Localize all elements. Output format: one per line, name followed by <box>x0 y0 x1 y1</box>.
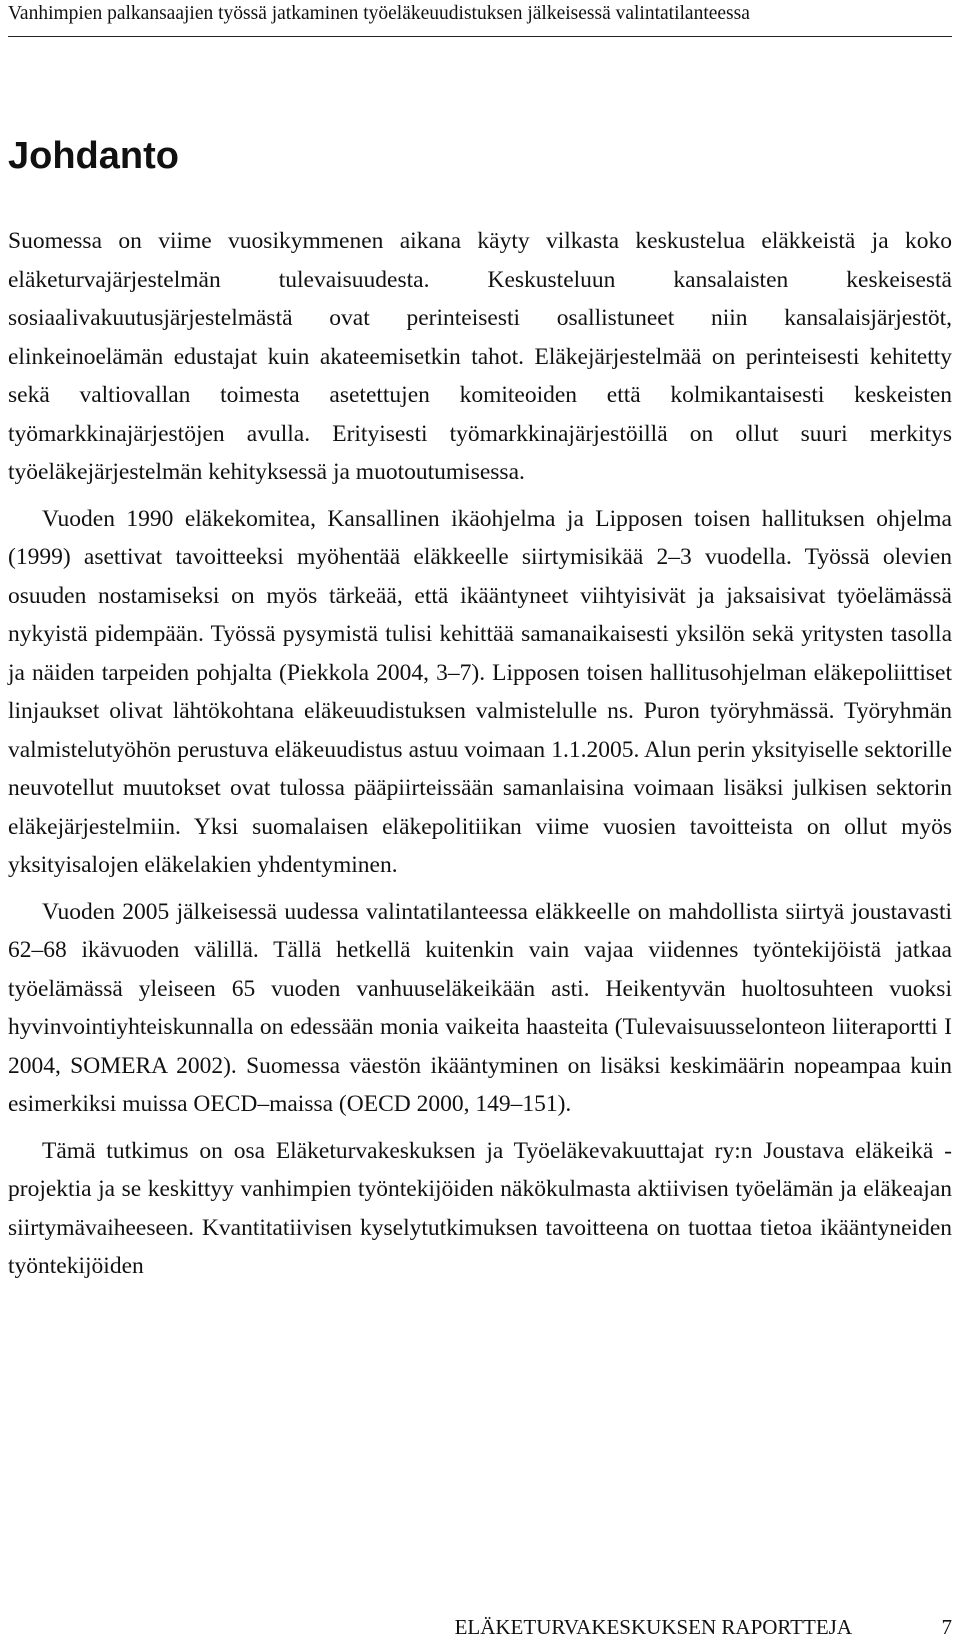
running-header: Vanhimpien palkansaajien työssä jatkaminen työeläkeuudistuksen jälkeisessä valintatilanteessa <box>8 3 750 24</box>
paragraph-2: Vuoden 1990 eläkekomitea, Kansallinen ikäohjelma ja Lipposen toisen hallituksen ohjelma (1999) asettivat tavoitteeksi myöhentää eläkkeelle siirtymisikää 2–3 vuodella. Työssä olevien osuuden nostamiseksi on myös tärkeää, että ikääntyneet viihtyisivät ja jaksaisivat työelämässä nykyistä pidempään. Työssä pysymistä tulisi kehittää samanaikaisesti yksilön sekä yritysten tasolla ja näiden tarpeiden pohjalta (Piekkola 2004, 3–7). Lipposen toisen hallitusohjelman eläkepoliittiset linjaukset olivat lähtökohtana eläkeuudistuksen valmistelulle ns. Puron työryhmässä. Työryhmän valmistelutyöhön perustuva eläkeuudistus astuu voimaan 1.1.2005. Alun perin yksityiselle sektorille neuvotellut muutokset ovat tulossa pääpiirteissään samanlaisina voimaan lisäksi julkisen sektorin eläkejärjestelmiin. Yksi suomalaisen eläkepolitiikan viime vuosien tavoitteista on ollut myös yksityisalojen eläkelakien yhdentyminen. <box>8 505 952 878</box>
body-text <box>8 222 952 1294</box>
paragraph-4: Tämä tutkimus on osa Eläketurvakeskuksen ja Työeläkevakuuttajat ry:n Joustava eläkeikä -projektia ja se keskittyy vanhimpien työntekijöiden näkökulmasta aktiivisen työelämän ja eläkeajan siirtymävaiheeseen. Kvantitatiivisen kyselytutkimuksen tavoitteena on tuottaa tietoa ikääntyneiden työntekijöiden <box>8 1137 952 1279</box>
header-divider <box>8 36 952 37</box>
footer-publication-title: ELÄKETURVAKESKUKSEN RAPORTTEJA <box>454 1615 852 1639</box>
page-number: 7 <box>941 1615 952 1639</box>
chapter-title: Johdanto <box>8 135 179 177</box>
paragraph-3: Vuoden 2005 jälkeisessä uudessa valintatilanteessa eläkkeelle on mahdollista siirtyä joustavasti 62–68 ikävuoden välillä. Tällä hetkellä kuitenkin vain vajaa viidennes työntekijöistä jatkaa työelämässä yleiseen 65 vuoden vanhuuseläkeikään asti. Heikentyvän huoltosuhteen vuoksi hyvinvointiyhteiskunnalla on edessään monia vaikeita haasteita (Tulevaisuusselonteon liiteraportti I 2004, SOMERA 2002). Suomessa väestön ikääntyminen on lisäksi keskimäärin nopeampaa kuin esimerkiksi muissa OECD–maissa (OECD 2000, 149–151). <box>8 898 952 1117</box>
paragraph-1: Suomessa on viime vuosikymmenen aikana käyty vilkasta keskustelua eläkkeistä ja koko eläketurvajärjestelmän tulevaisuudesta. Keskusteluun kansalaisten keskeisestä sosiaalivakuutusjärjestelmästä ovat perinteisesti osallistuneet niin kansalaisjärjestöt, elinkeinoelämän edustajat kuin akateemisetkin tahot. Eläkejärjestelmää on perinteisesti kehitetty sekä valtiovallan toimesta asetettujen komiteoiden että kolmikantaisesti keskeisten työmarkkinajärjestöjen avulla. Erityisesti työmarkkinajärjestöillä on ollut suuri merkitys työeläkejärjestelmän kehityksessä ja muotoutumisessa. <box>8 228 952 485</box>
